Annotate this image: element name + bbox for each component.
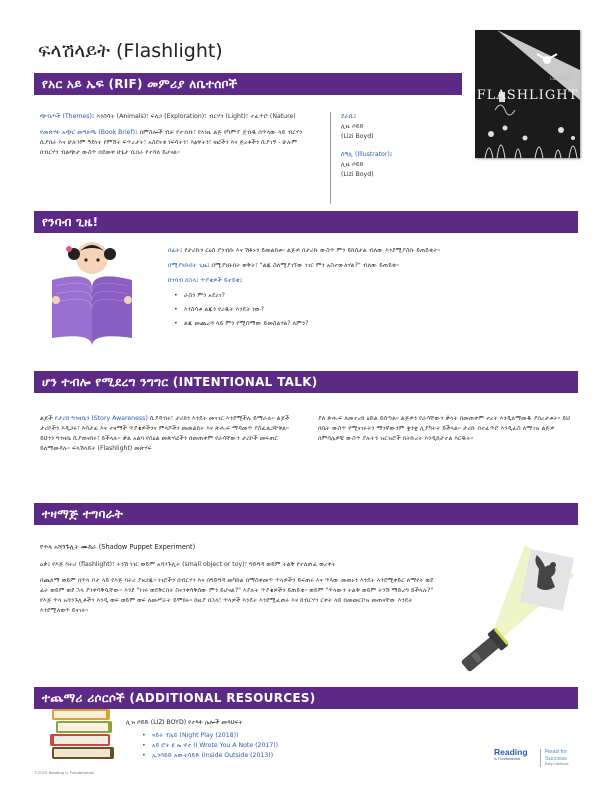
rfs-logo-line3: Early Childhood [545,762,569,766]
story-awareness-label: የታሪክ ግንዛቤን (Story Awareness) [54,415,148,422]
flashlight-illustration [455,545,575,675]
brief-paragraph [40,128,315,158]
author-block [341,112,441,142]
rif-summary [40,112,315,164]
author-name-en: (Lizi Boyd) [341,133,374,140]
book-stack-icon [46,707,118,763]
brief-label: የመጽሃፉ አጭር መግለጫ (Book Brief)፤ [40,129,138,136]
rif-logo-line1: Reading [494,747,528,757]
activity-materials: ዕቃ፤ የእጅ ባትሪ (flashlight)፣ ትንሽ ነገር ወይም አሻንጉሊት (small object or toy)፣ ግድግዳ ወይም ትልቅ የተለጠፈ ወረቀት [40,561,336,568]
activity-heading: የጥላ አሻንጉሊት ሙከራ (Shadow Puppet Experiment) [40,543,196,551]
resource-link[interactable]: • ኢንሳይድ አውትሳይድ (Inside Outside (2013)) [142,751,376,761]
rif-logo-line2: Is Fundamental [494,757,521,761]
reading-banner: የንባብ ጊዜ! [34,211,578,233]
talk-left-column [40,414,302,454]
rif-divider [330,112,331,204]
flashlight-icon [455,545,575,675]
talk-right-column: ያለ ጽሑፍ ለመተረክ ዕድል ይሰጣል። ልጅዎን የራሳቸውን ቃላት በመጠቀም ተረት እንዲለማመዱ ያበረታቱት። ይህ በቤት ውስጥ የሚናገሩትን ማንኛውንም ቋንቋ ሊያካትት ይችላል። ታሪኩ በተፈጥሮ እንዲፈስ ለማገዝ ልጅዎ በምሳሌዎቹ ውስጥ ያሉትን ዝርዝሮች በትኩረት እንዲከታተል እርዱት። [318,415,571,442]
illustrator-block [341,150,441,180]
talk-left-pre: ልጆች [40,415,55,422]
rfs-logo-line2: Success [545,755,567,762]
before-paragraph [168,246,568,256]
resource-link[interactable]: • ናይት ፕሌይ (Night Play (2018)) [142,731,376,741]
resources-banner: ተጨማሪ ሪሶርሶች (ADDITIONAL RESOURCES) [34,687,578,709]
resource-link[interactable]: • አይ ሮት ዩ ኤ ኖተ (I Wrote You A Note (2017)) [142,741,376,751]
after-label: ከንባብ በኋላ፤ ጥያቄዎች ይተይቁ፤ [168,277,243,284]
during-paragraph [168,261,568,271]
read-for-success-logo [540,749,568,767]
page-title: ፍላሽላይት (Flashlight) [38,40,223,62]
illustrator-name-en: (Lizi Boyd) [341,171,374,178]
rfs-logo-line1: Read for [545,749,568,755]
before-text: የታሪኩን ርዕስ ያንብቡ እና ሽፋኑን ይመልከቱ። ልጅዎ በታሪኩ ውስጥ ምን ይከሰታል ብለው እንደሚያስቡ ይጠይቁት። [182,247,441,254]
activity-banner: ተዛማጅ ተግባራት [34,503,578,525]
author-name: ሊዚ ቦይድ [341,123,364,130]
illustrator-name: ሊዚ ቦይድ [341,161,364,168]
copyright-text: ©2025 Reading Is Fundamental [34,770,95,775]
question-item: • ልጁ መጨረሻ ላይ ምን የሚሰማው ይመስልሃል? ለምን? [174,319,568,329]
author-label: ደራሲ፤ [341,113,357,120]
talk-banner: ሆን ተብሎ የሚደረግ ንግግር (INTENTIONAL TALK) [34,371,578,393]
illustrator-label: ሰዓሊ (Illustrator)፤ [341,151,393,158]
resources-list [142,731,376,761]
themes-label: ጭብጦች (Themes)፤ [40,113,95,120]
child-reading-icon [42,234,142,352]
reading-guide [168,246,568,333]
cover-title: FLASHLIGHT [476,88,579,103]
cover-author: LIZI BOYD [550,76,570,81]
resources-heading: ሊዝ ቦይድ (LIZI BOYD) የተጻፉ ሌሎች መጻህፍት [126,719,243,726]
rif-logo [494,748,528,762]
themes-paragraph [40,112,315,122]
during-label: በሚያነቡበት ጊዜ፤ [168,262,210,269]
question-list [174,291,568,329]
during-text: በሚያነቡበት ወቅት፣ "ልጁ ስለሚያገኘው ነገር ምን አስተውለሃል?" ብለው ይጠይቁ። [209,262,399,269]
activity-body [40,560,440,622]
themes-text: እንስሳት (Animals)፣ ፍለጋ (Exploration)፣ ብርሃን (Light)፣ ተፈጥሮ (Nature) [94,113,296,120]
resources-list-section [126,719,376,761]
rif-credits [341,112,441,188]
child-reading-illustration [42,234,142,352]
books-illustration [46,707,118,763]
talk-left-text: ሲያዳብሩ፣ ታሪክን እንዴት መናገር እንደሚችሉ ይማራሉ። ልጆች ታሪኮችን እዲጋሩ፣ እሳታፊ እና ተዛማች ጥያቄዎችንና ምላሾችን መመልከት እና ጽሑፍ ማዳመጥ ያስፈልጋቸዋል። ይህንን ግንዛቤ ሲያጠናክሩ፣ ይችላሉ። ቃል አልባ የስዕል መጽሃፎችን በመጠቀም የራሳቸውን ታሪኮች መፍጠር ይለማመዳሉ። ፍላሽላይት (Flashlight) መጽሃፍ [40,415,290,452]
rif-banner: የአር አይ ኤፍ (RIF) መምሪያ ለቤተሰቦች [34,73,462,95]
before-label: በፊት፤ [168,247,183,254]
after-paragraph [168,276,568,286]
question-item: • እንስሳቱ ልጁን የረዱት እንዴት ነው? [174,305,568,315]
brief-text: በምስሎች ብቻ የተገነቡ፣ የእነዚ ልጅ የካምፕ ጀብዱ በጥላው ላይ ብርሃን ሲያበራ እና ሁሉንም ዓይነት የምሽት ፍጥረታት፣ አስደናቂ ነፍሳትን፣ እፅዋትን፣ ዛፎችን እና ጅረቶችን ሲያገኝ - ሁሉም በብርሃን ብልጭታ ውስጥ በደመቀ ሁኔታ ሲበራ የተሻለ ይሆናል። [40,129,303,156]
book-cover-image [475,30,580,158]
question-item: • ራስን ምን አደረገ? [174,291,568,301]
activity-instructions: በጨለማ ወይም በጥላ ቦታ ላይ የእጅ ባትሪ ያዘጋጁ። ነገሮችን በብርሃን እና በግድግዳ መካከል በማስቀመጥ ጥላዎችን ይፍጠሩ እና ጥላው መጠኑን እንዴት እንደሚቀይር ለማየት ወደ ፊት ወይም ወደ ኋላ ያንቀሳቅሷቸው። እንደ "ነገሩ ወደቅርበት ስናንቀሳቅሰው ምን ይሆናል?" እያሉት ጥያቄዎችን ይጠይቁ። ወይም "ጥላውን ትልቅ ወይም ትንሽ ማድረግ ይችላሉ?" የእጅ ጥላ አሻንጉሊቶችን እንዲ ወፍ ወይም ወፍ ለመሥራት ይሞክሩ። ከዚያ በኋላ፣ ጥላዎች እንዴት እንደሚፈጠሩ እና ከብርሃን ርቀት ላይ በመመርኮዝ መጠናቸው እንዴት እንደሚለወጥ ይናገሩ። [40,577,434,614]
